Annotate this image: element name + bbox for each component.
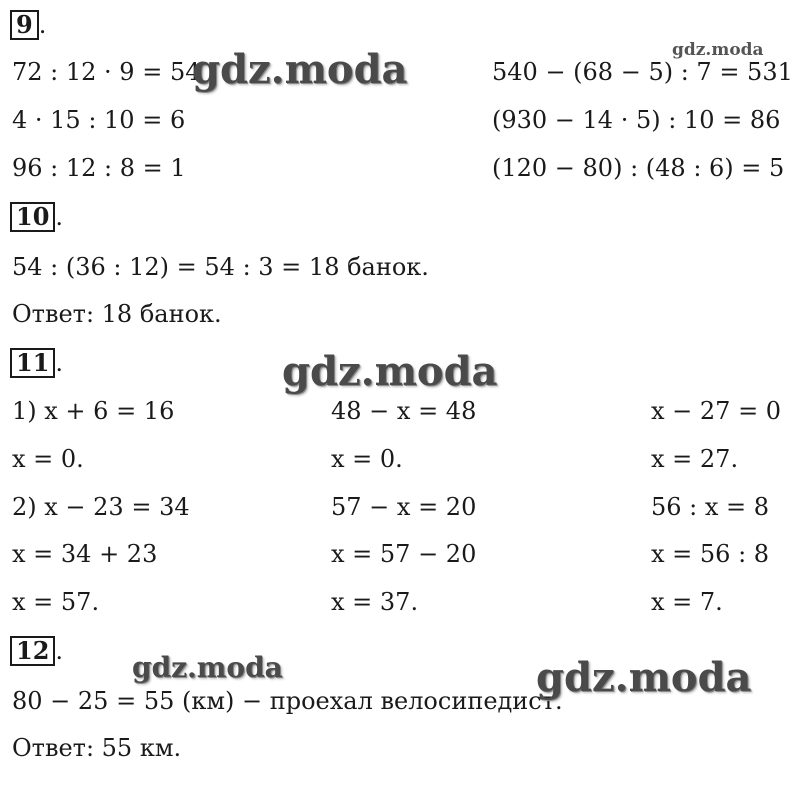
task-11-col2-line-3: 57 − x = 20 (331, 493, 477, 521)
task-11-col3-line-5: x = 7. (651, 588, 723, 616)
task-11-col1-line-4: x = 34 + 23 (12, 540, 158, 568)
task-11-col3-line-4: x = 56 : 8 (651, 540, 770, 568)
task-number-box: 12 (10, 636, 55, 666)
task-11-col1-line-5: x = 57. (12, 588, 100, 616)
task-10-answer: Ответ: 18 банок. (12, 300, 222, 328)
task-12-answer: Ответ: 55 км. (12, 734, 182, 762)
task-9-left-line-2: 4 · 15 : 10 = 6 (12, 106, 186, 134)
task-12-number: 12 . (10, 636, 63, 666)
task-11-col1-line-2: x = 0. (12, 445, 84, 473)
task-10-solution: 54 : (36 : 12) = 54 : 3 = 18 банок. (12, 253, 429, 281)
task-11-col3-line-3: 56 : x = 8 (651, 493, 770, 521)
task-11-col1-line-3: 2) x − 23 = 34 (12, 493, 190, 521)
task-number-box: 9 (10, 10, 39, 40)
task-11-col2-line-1: 48 − x = 48 (331, 397, 477, 425)
task-9-left-line-1: 72 : 12 · 9 = 54 (12, 58, 201, 86)
task-9-number: 9 . (10, 10, 46, 40)
task-11-col2-line-2: x = 0. (331, 445, 403, 473)
task-11-col2-line-5: x = 37. (331, 588, 419, 616)
watermark: gdz.moda (536, 654, 752, 701)
watermark: gdz.moda (282, 348, 498, 395)
watermark: gdz.moda (672, 40, 764, 60)
task-9-right-line-2: (930 − 14 · 5) : 10 = 86 (492, 106, 781, 134)
task-number-box: 10 (10, 202, 55, 232)
watermark: gdz.moda (132, 651, 283, 684)
task-number-box: 11 (10, 348, 55, 378)
task-9-right-line-1: 540 − (68 − 5) : 7 = 531 (492, 58, 793, 86)
task-11-col3-line-1: x − 27 = 0 (651, 397, 782, 425)
task-12-solution: 80 − 25 = 55 (км) − проехал велосипедист. (12, 687, 563, 715)
task-11-col3-line-2: x = 27. (651, 445, 739, 473)
task-10-number: 10 . (10, 202, 63, 232)
task-9-left-line-3: 96 : 12 : 8 = 1 (12, 154, 186, 182)
task-9-right-line-3: (120 − 80) : (48 : 6) = 5 (492, 154, 785, 182)
task-11-number: 11 . (10, 348, 63, 378)
task-11-col2-line-4: x = 57 − 20 (331, 540, 477, 568)
task-11-col1-line-1: 1) x + 6 = 16 (12, 397, 175, 425)
watermark: gdz.moda (192, 46, 408, 93)
